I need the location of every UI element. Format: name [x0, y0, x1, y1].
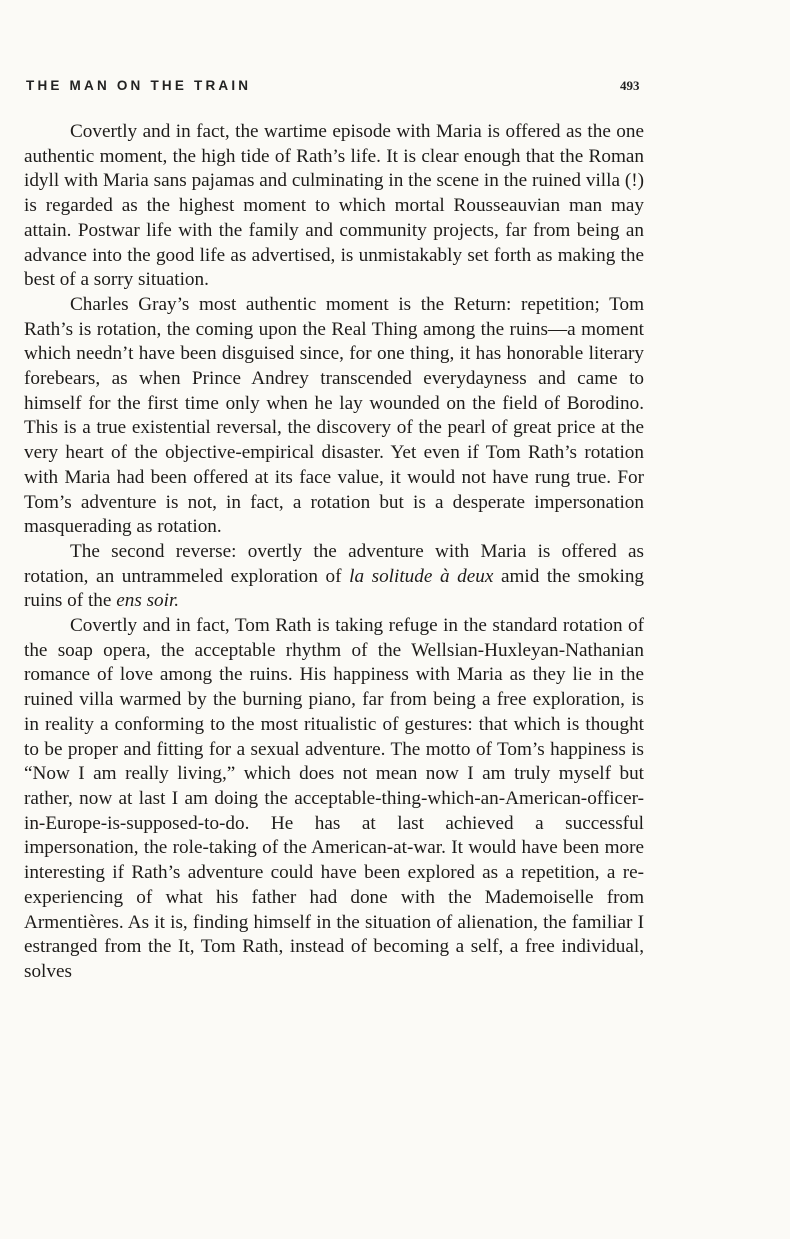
italic-phrase: la solitude à deux	[349, 565, 494, 587]
paragraph	[24, 293, 644, 540]
text-run: Covertly and in fact, Tom Rath is taking refuge in the standard rotation of the soap opera, the acceptable rhythm of the Wellsian-Huxleyan-Nathanian romance of love among the ruins. His happiness with Maria as they lie in the ruined villa warmed by the burning piano, far from being a free exploration, is in reality a conforming to the most ritualistic of gestures: that which is thought to be proper and fitting for a sexual adventure. The motto of Tom’s happiness is “Now I am really living,” which does not mean now I am truly myself but rather, now at last I am doing the acceptable-thing-which-an-American-officer-in-Europe-is-supposed-to-do. He has at last achieved a successful impersonation, the role-taking of the American-at-war. It would have been more interesting if Rath’s adventure could have been explored as a repetition, a re-experiencing of what his father had done with the Mademoiselle from Armentières. As it is, finding himself in the situation of alienation, the familiar I estranged from the It, Tom Rath, instead of becoming a self, a free individual, solves	[24, 615, 644, 982]
text-run: Covertly and in fact, the wartime episode with Maria is offered as the one authentic moment, the high tide of Rath’s life. It is clear enough that the Roman idyll with Maria sans pajamas and culminating in the scene in the ruined villa (!) is regarded as the highest moment to which mortal Rousseauvian man may attain. Postwar life with the family and community projects, far from being an advance into the good life as advertised, is unmistakably set forth as making the best of a sorry situation.	[24, 121, 644, 291]
page-number: 493	[620, 78, 640, 93]
italic-phrase: ens soir.	[116, 590, 180, 612]
paragraph	[24, 540, 644, 614]
text-run: Charles Gray’s most authentic moment is the Return: repetition; Tom Rath’s is rotation, the coming upon the Real Thing among the ruins—a moment which needn’t have been disguised since, for one thing, it has honorable literary forebears, as when Prince Andrey transcended everydayness and came to himself for the first time only when he lay wounded on the field of Borodino. This is a true existential reversal, the discovery of the pearl of great price at the very heart of the objective-empirical disaster. Yet even if Tom Rath’s rotation with Maria had been offered at its face value, it would not have rung true. For Tom’s adventure is not, in fact, a rotation but is a desperate impersonation masquerading as rotation.	[24, 293, 644, 538]
text-run: The second reverse: overtly the adventure with Maria is offered as rotation, an untrammeled exploration of	[24, 540, 644, 587]
paragraph	[24, 614, 644, 985]
body-text	[24, 120, 644, 985]
text-run: amid the smoking ruins of the	[24, 565, 645, 612]
running-head: THE MAN ON THE TRAIN	[26, 78, 252, 93]
paragraph	[24, 120, 644, 293]
